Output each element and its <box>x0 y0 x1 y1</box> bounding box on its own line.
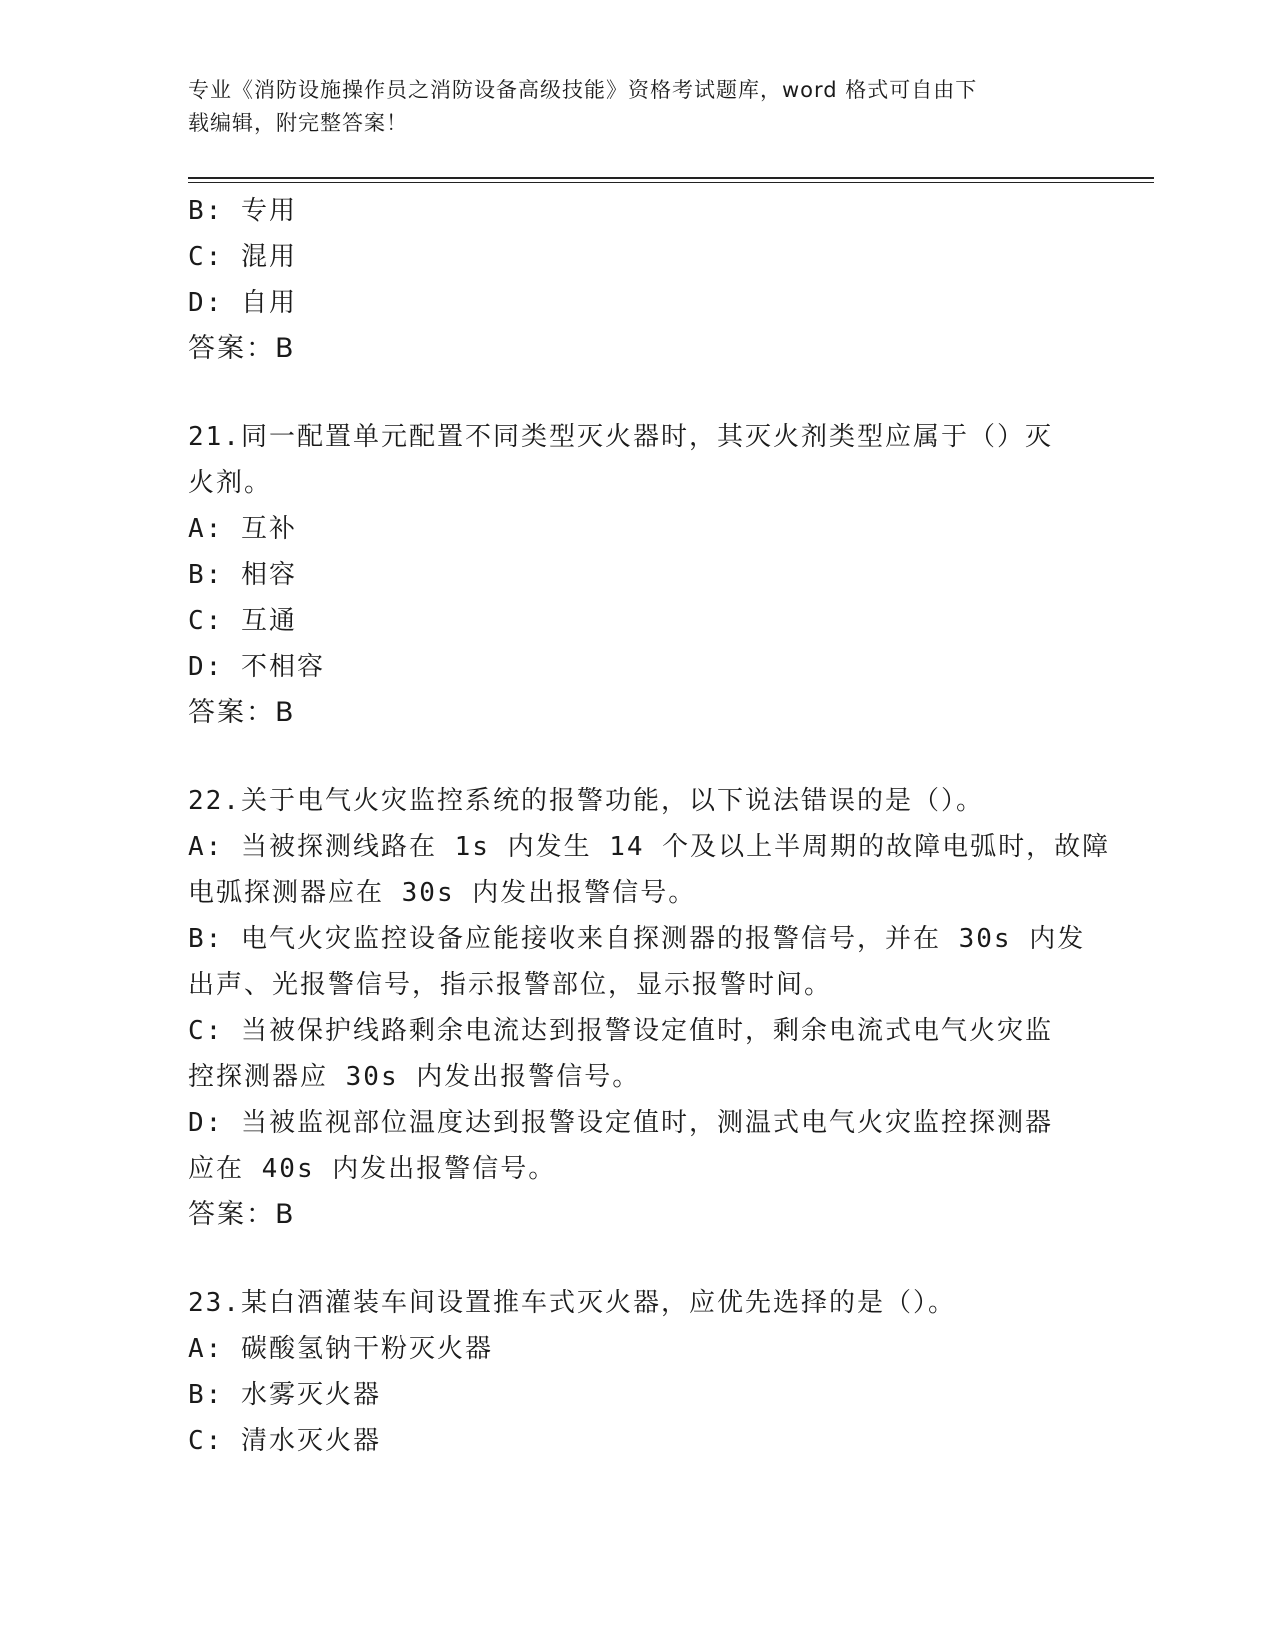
header-divider-thick <box>188 177 1154 179</box>
option-d: D: 当被监视部位温度达到报警设定值时，测温式电气火灾监控探测器 <box>188 1108 1053 1138</box>
question-23 <box>188 1280 1088 1464</box>
option-c-cont: 控探测器应 30s 内发出报警信号。 <box>188 1062 641 1092</box>
question-21 <box>188 414 1088 736</box>
question-20 <box>188 188 1088 372</box>
option-b-cont: 出声、光报警信号，指示报警部位，显示报警时间。 <box>188 970 833 1000</box>
answer: 答案：B <box>188 697 296 728</box>
question-content <box>188 188 1111 1464</box>
question-stem: 23.某白酒灌装车间设置推车式灭火器，应优先选择的是（）。 <box>188 1288 956 1318</box>
option-a-cont: 电弧探测器应在 30s 内发出报警信号。 <box>188 878 697 908</box>
answer: 答案：B <box>188 1199 296 1230</box>
question-gap <box>188 1238 1088 1280</box>
option-a: A: 当被探测线路在 1s 内发生 14 个及以上半周期的故障电弧时，故障 <box>188 832 1111 862</box>
question-stem: 22.关于电气火灾监控系统的报警功能，以下说法错误的是（）。 <box>188 786 984 816</box>
option-c: C: 混用 <box>188 242 297 272</box>
option-c: C: 当被保护线路剩余电流达到报警设定值时，剩余电流式电气火灾监 <box>188 1016 1053 1046</box>
option-b: B: 水雾灭火器 <box>188 1380 381 1410</box>
question-stem-cont: 火剂。 <box>188 468 273 498</box>
option-d: D: 自用 <box>188 288 297 318</box>
header-line-1: 专业《消防设施操作员之消防设备高级技能》资格考试题库，word 格式可自由下 <box>188 78 978 102</box>
option-a: A: 互补 <box>188 514 297 544</box>
option-b: B: 相容 <box>188 560 297 590</box>
option-a: A: 碳酸氢钠干粉灭火器 <box>188 1334 493 1364</box>
header-line-2: 载编辑，附完整答案！ <box>188 111 408 135</box>
document-header <box>188 74 1078 140</box>
question-gap <box>188 736 1088 778</box>
option-c: C: 清水灭火器 <box>188 1426 381 1456</box>
question-gap <box>188 372 1088 414</box>
option-d: D: 不相容 <box>188 652 325 682</box>
answer: 答案：B <box>188 333 296 364</box>
question-22 <box>188 778 1111 1238</box>
option-b: B: 电气火灾监控设备应能接收来自探测器的报警信号，并在 30s 内发 <box>188 924 1086 954</box>
header-divider-thin <box>188 182 1154 183</box>
option-d-cont: 应在 40s 内发出报警信号。 <box>188 1154 557 1184</box>
option-c: C: 互通 <box>188 606 297 636</box>
question-stem: 21.同一配置单元配置不同类型灭火器时，其灭火剂类型应属于（）灭 <box>188 422 1053 452</box>
option-b: B: 专用 <box>188 196 297 226</box>
